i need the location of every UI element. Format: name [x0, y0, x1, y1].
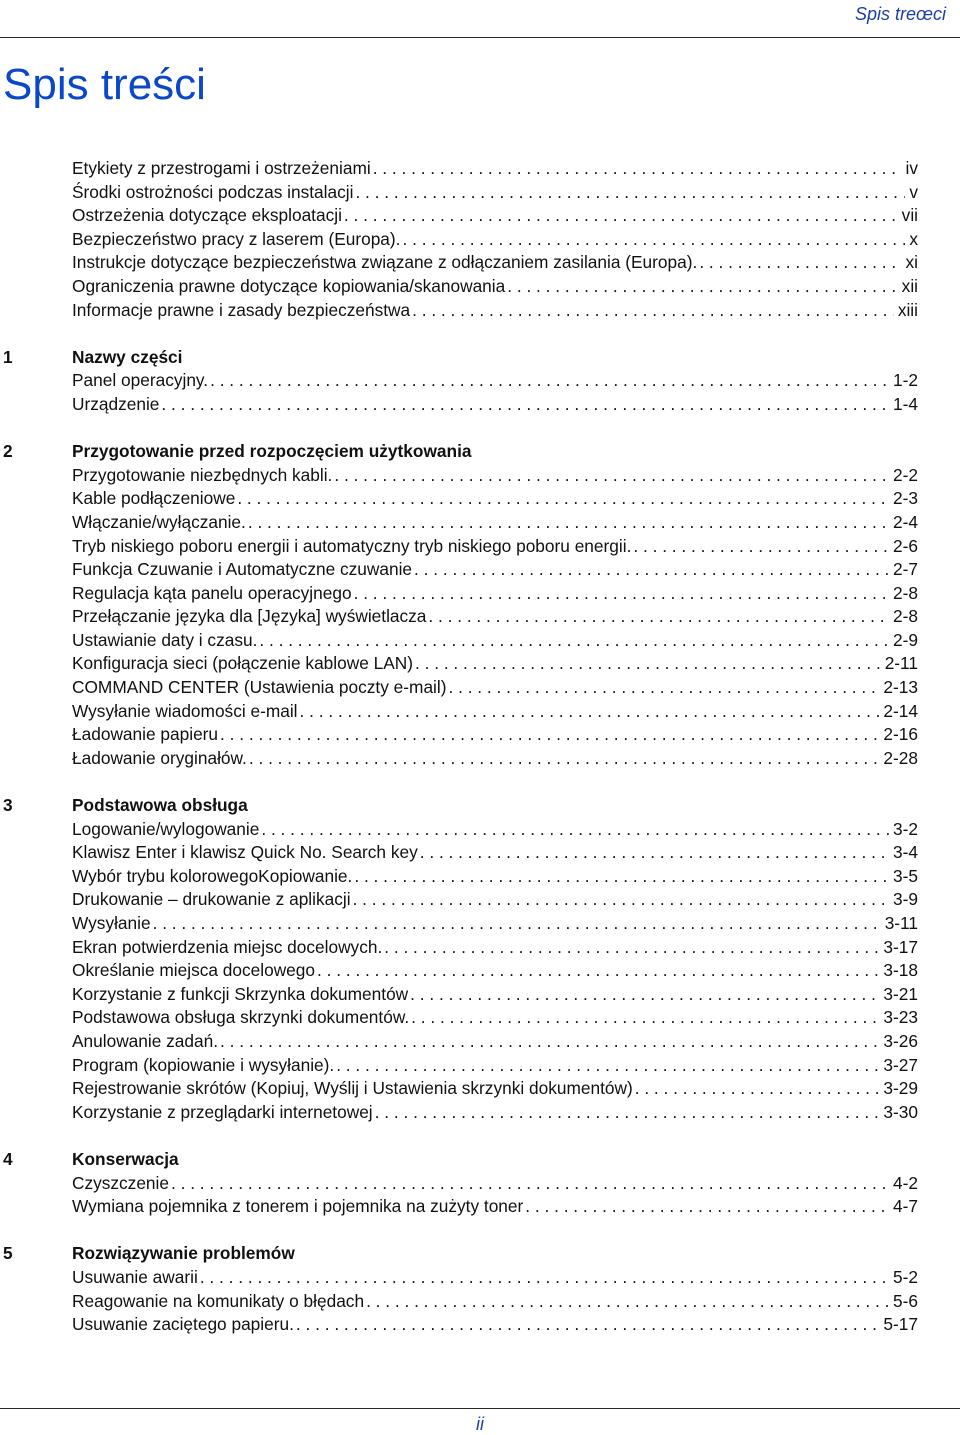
dot-leader: [257, 629, 889, 653]
dot-leader: [697, 251, 901, 275]
toc-entry-label: Drukowanie – drukowanie z aplikacji: [72, 889, 351, 910]
toc-entry-label: Włączanie/wyłączanie.: [72, 511, 246, 532]
toc-entry[interactable]: [72, 157, 918, 181]
dot-leader: [382, 936, 879, 960]
toc-entry-label: Określanie miejsca docelowego: [72, 960, 316, 981]
toc-entry-page: 2-8: [893, 582, 918, 603]
toc-entry-label: Tryb niskiego poboru energii i automatyczny tryb niskiego poboru energii.: [72, 535, 632, 556]
toc-entry[interactable]: [72, 393, 918, 417]
dot-leader: [218, 1030, 879, 1054]
dot-leader: [371, 157, 902, 181]
dot-leader: [446, 676, 879, 700]
footer-rule: [0, 1408, 960, 1409]
toc-entry[interactable]: [72, 983, 918, 1007]
toc-entry[interactable]: [72, 487, 918, 511]
dot-leader: [364, 1290, 889, 1314]
toc-entry-page: 3-27: [883, 1054, 918, 1075]
toc-entry-page: iv: [905, 158, 918, 178]
toc-entry[interactable]: [72, 511, 918, 535]
dot-leader: [169, 1172, 889, 1196]
toc-entry-label: Informacje prawne i zasady bezpieczeństwa: [72, 299, 411, 320]
dot-leader: [247, 747, 880, 771]
dot-leader: [633, 1077, 880, 1101]
toc-entry[interactable]: [72, 1054, 918, 1078]
toc-entry-label: Instrukcje dotyczące bezpieczeństwa związane z odłączaniem zasilania (Europa).: [72, 252, 698, 273]
toc-entry-label: Logowanie/wylogowanie: [72, 818, 260, 839]
toc-entry-label: Program (kopiowanie i wysyłanie).: [72, 1054, 335, 1075]
toc-entry-label: Ograniczenia prawne dotyczące kopiowania/skanowania: [72, 275, 506, 296]
toc-entry[interactable]: [72, 700, 918, 724]
dot-leader: [246, 511, 889, 535]
toc-entry[interactable]: [72, 464, 918, 488]
toc-entry-page: 3-26: [883, 1030, 918, 1051]
toc-entry[interactable]: [72, 1077, 918, 1101]
toc-entry-page: 3-18: [883, 960, 918, 981]
toc-entry-page: 3-17: [883, 936, 918, 957]
toc-entry[interactable]: [72, 652, 918, 676]
toc-entry-label: Urządzenie: [72, 393, 160, 414]
toc-entry-label: Kable podłączeniowe: [72, 488, 236, 509]
toc-entry-page: 2-13: [883, 677, 918, 698]
toc-entry-label: Anulowanie zadań.: [72, 1030, 219, 1051]
toc-entry-page: 3-11: [884, 913, 918, 933]
dot-leader: [352, 865, 889, 889]
dot-leader: [208, 369, 889, 393]
dot-leader: [410, 299, 894, 323]
toc-entry-label: Czyszczenie: [72, 1172, 169, 1193]
dot-leader: [342, 204, 898, 228]
page-number: ii: [476, 1414, 484, 1434]
dot-leader: [426, 605, 889, 629]
toc-entry[interactable]: [72, 251, 918, 275]
dot-leader: [418, 841, 889, 865]
toc-entry-page: 3-9: [893, 889, 918, 910]
toc-entry-page: 1-4: [893, 393, 918, 414]
toc-entry-page: 2-6: [893, 535, 918, 556]
toc-entry-label: Panel operacyjny.: [72, 370, 209, 391]
toc-entry[interactable]: [72, 865, 918, 889]
chapter-heading[interactable]: [0, 440, 960, 464]
toc-entry-page: 1-2: [893, 370, 918, 391]
toc-entry-label: Korzystanie z przeglądarki internetowej: [72, 1101, 373, 1122]
toc-entry-page: 5-17: [883, 1314, 918, 1335]
toc-entry-label: Bezpieczeństwo pracy z laserem (Europa).: [72, 228, 401, 249]
toc-entry[interactable]: [72, 723, 918, 747]
page-title: Spis treści: [3, 60, 206, 109]
toc-entry[interactable]: [72, 299, 918, 323]
dot-leader: [352, 582, 889, 606]
toc-entry[interactable]: [72, 558, 918, 582]
toc-entry[interactable]: [72, 1006, 918, 1030]
toc-entry-page: 4-2: [893, 1172, 918, 1193]
toc-entry-label: Rejestrowanie skrótów (Kopiuj, Wyślij i Ustawienia skrzynki dokumentów): [72, 1078, 633, 1099]
toc-entry-label: Usuwanie zaciętego papieru.: [72, 1314, 294, 1335]
dot-leader: [412, 558, 889, 582]
toc-entry[interactable]: [72, 1313, 918, 1337]
toc-entry[interactable]: [72, 676, 918, 700]
toc-entry-label: Podstawowa obsługa skrzynki dokumentów.: [72, 1007, 410, 1028]
toc-entry-label: Wysyłanie: [72, 913, 151, 933]
toc-entry-page: 2-28: [883, 747, 918, 768]
chapter-heading[interactable]: [0, 1242, 960, 1266]
toc-entry[interactable]: [72, 1172, 918, 1196]
toc-entry[interactable]: [72, 1030, 918, 1054]
toc-entry[interactable]: [72, 841, 918, 865]
chapter-heading[interactable]: [0, 1148, 960, 1172]
toc-entry-page: 2-14: [883, 700, 918, 721]
dot-leader: [353, 181, 905, 205]
toc-entry-label: Korzystanie z funkcji Skrzynka dokumentów: [72, 983, 409, 1004]
dot-leader: [159, 393, 889, 417]
dot-leader: [218, 723, 879, 747]
toc-entry[interactable]: [72, 369, 918, 393]
toc-entry-page: 2-9: [893, 629, 918, 650]
dot-leader: [523, 1195, 889, 1219]
toc-entry[interactable]: [72, 535, 918, 559]
dot-leader: [294, 1313, 879, 1337]
toc-entry-label: Ustawianie daty i czasu.: [72, 629, 258, 650]
toc-entry[interactable]: [72, 275, 918, 299]
toc-entry-label: Konfiguracja sieci (połączenie kablowe LAN): [72, 653, 414, 674]
toc-entry-page: 3-21: [883, 983, 918, 1004]
toc-entry[interactable]: [72, 228, 918, 252]
toc-entry-label: Reagowanie na komunikaty o błędach: [72, 1290, 365, 1311]
dot-leader: [631, 535, 889, 559]
toc-entry[interactable]: [72, 181, 918, 205]
toc-entry[interactable]: [72, 818, 918, 842]
toc-entry-label: Wybór trybu kolorowegoKopiowanie.: [72, 865, 353, 886]
chapter-heading[interactable]: [0, 346, 960, 370]
toc-entry[interactable]: [72, 747, 918, 771]
chapter-title: Przygotowanie przed rozpoczęciem użytkowania: [72, 441, 472, 462]
toc-entry[interactable]: [72, 1101, 918, 1125]
toc-entry-label: Ekran potwierdzenia miejsc docelowych.: [72, 936, 383, 957]
toc-entry-page: 2-3: [893, 488, 918, 509]
dot-leader: [373, 1101, 880, 1125]
chapter-number: 5: [3, 1243, 13, 1264]
dot-leader: [259, 818, 889, 842]
toc-entry-page: v: [909, 181, 918, 202]
toc-entry-label: COMMAND CENTER (Ustawienia poczty e-mail): [72, 677, 447, 698]
toc-entry-page: 2-7: [893, 559, 918, 580]
dot-leader: [505, 275, 897, 299]
toc-entry-page: 3-5: [893, 865, 918, 886]
dot-leader: [198, 1266, 889, 1290]
toc-entry-label: Klawisz Enter i klawisz Quick No. Search key: [72, 842, 418, 863]
toc-entry-label: Środki ostrożności podczas instalacji: [72, 181, 354, 202]
toc-entry-page: vii: [901, 205, 918, 226]
dot-leader: [315, 959, 879, 983]
dot-leader: [235, 487, 889, 511]
dot-leader: [413, 652, 881, 676]
chapter-number: 2: [3, 441, 13, 462]
chapter-title: Nazwy części: [72, 346, 183, 367]
chapter-title: Podstawowa obsługa: [72, 795, 248, 816]
toc-entry[interactable]: [72, 1195, 918, 1219]
toc-entry[interactable]: [72, 605, 918, 629]
toc-entry-label: Ostrzeżenia dotyczące eksploatacji: [72, 205, 342, 226]
chapter-number: 4: [3, 1148, 13, 1169]
toc-entry-page: 3-30: [883, 1101, 918, 1122]
toc-entry-label: Ładowanie papieru: [72, 724, 219, 745]
toc-entry-page: 5-6: [893, 1290, 918, 1311]
chapter-number: 1: [3, 346, 13, 367]
dot-leader: [151, 912, 881, 936]
dot-leader: [351, 888, 889, 912]
toc-entry[interactable]: [72, 204, 918, 228]
chapter-title: Rozwiązywanie problemów: [72, 1243, 295, 1264]
toc-entry[interactable]: [72, 936, 918, 960]
chapter-number: 3: [3, 795, 13, 816]
chapter-heading[interactable]: [0, 794, 960, 818]
toc-entry-label: Wysyłanie wiadomości e-mail: [72, 700, 298, 721]
toc-entry-label: Ładowanie oryginałów.: [72, 747, 247, 768]
toc-entry-page: 3-2: [893, 818, 918, 839]
toc-entry-page: 3-4: [893, 842, 918, 863]
toc-entry-page: 2-2: [893, 464, 918, 485]
toc-entry-page: 3-29: [883, 1078, 918, 1099]
toc-entry-page: 2-8: [893, 606, 918, 627]
dot-leader: [409, 1006, 879, 1030]
toc-entry-label: Funkcja Czuwanie i Automatyczne czuwanie: [72, 559, 413, 580]
toc-entry[interactable]: [72, 582, 918, 606]
toc-entry-page: xi: [905, 252, 918, 273]
toc-entry-label: Regulacja kąta panelu operacyjnego: [72, 582, 352, 603]
dot-leader: [298, 700, 880, 724]
toc-entry-label: Przełączanie języka dla [Języka] wyświetlacza: [72, 606, 427, 627]
toc-entry-page: 2-16: [883, 724, 918, 745]
running-header: Spis treœci: [854, 4, 946, 24]
toc-entry-label: Przygotowanie niezbędnych kabli.: [72, 464, 333, 485]
toc-entry[interactable]: [72, 629, 918, 653]
toc-entry-page: 5-2: [893, 1266, 918, 1287]
toc-entry-page: xii: [901, 275, 918, 296]
dot-leader: [400, 228, 905, 252]
toc-entry-label: Usuwanie awarii: [72, 1266, 198, 1287]
toc-entry-page: xiii: [897, 299, 918, 320]
toc-entry[interactable]: [72, 1266, 918, 1290]
toc-entry[interactable]: [72, 888, 918, 912]
toc-entry[interactable]: [72, 959, 918, 983]
toc-entry-page: 3-23: [883, 1007, 918, 1028]
toc-entry-page: x: [909, 228, 918, 249]
toc-entry-label: Etykiety z przestrogami i ostrzeżeniami: [72, 158, 371, 178]
toc-entry-page: 4-7: [893, 1196, 918, 1217]
toc-entry-page: 2-11: [884, 653, 918, 674]
dot-leader: [334, 1054, 879, 1078]
toc-entry-page: 2-4: [893, 511, 918, 532]
dot-leader: [332, 464, 889, 488]
table-of-contents: [0, 157, 960, 1337]
dot-leader: [408, 983, 879, 1007]
toc-entry[interactable]: [72, 912, 918, 936]
chapter-title: Konserwacja: [72, 1148, 179, 1169]
toc-entry[interactable]: [72, 1290, 918, 1314]
header-rule: [0, 37, 960, 38]
toc-entry-label: Wymiana pojemnika z tonerem i pojemnika na zużyty toner: [72, 1196, 524, 1217]
